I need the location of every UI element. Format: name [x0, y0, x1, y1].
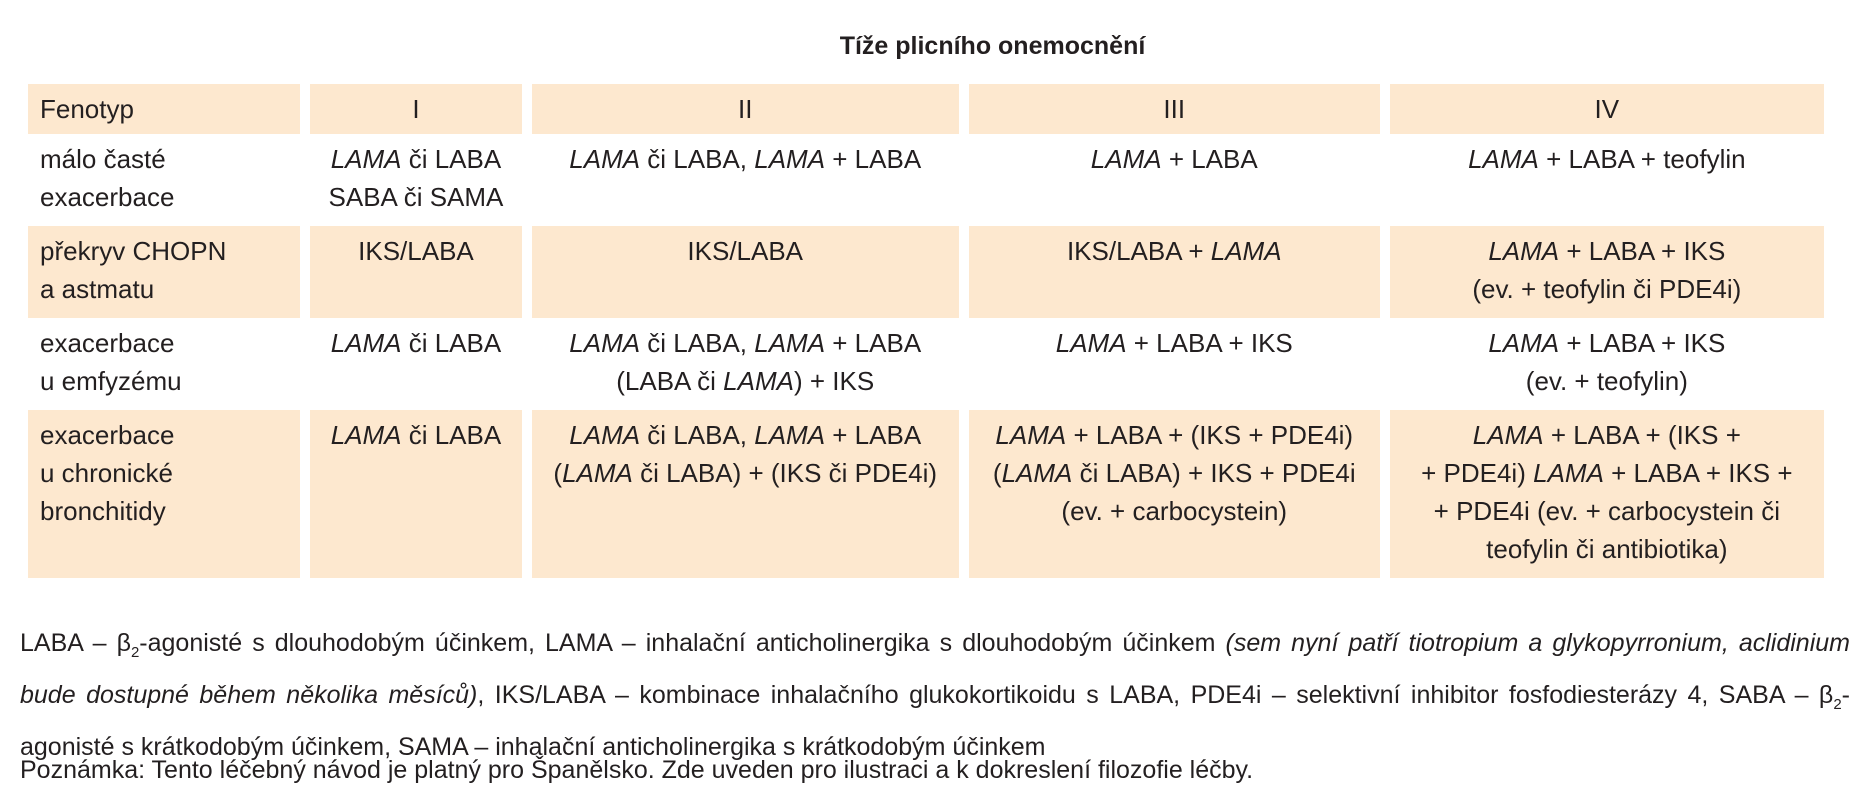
- header-cell-severity-3: III: [969, 84, 1380, 134]
- header-cell-severity-4: IV: [1390, 84, 1824, 134]
- therapy-line: LAMA + LABA + IKS: [1055, 328, 1293, 358]
- table-row: [28, 226, 1824, 318]
- therapy-cell-severity-3: [969, 134, 1380, 226]
- therapy-line: LAMA + LABA: [1090, 144, 1258, 174]
- phenotype-line: překryv CHOPN: [40, 236, 227, 266]
- therapy-line: (ev. + teofylin): [1525, 366, 1688, 396]
- phenotype-line: u emfyzému: [40, 366, 182, 396]
- header-cell-severity-2: II: [532, 84, 959, 134]
- treatment-table: [18, 84, 1834, 578]
- therapy-line: LAMA + LABA + IKS: [1488, 328, 1726, 358]
- table-header-row: [28, 84, 1824, 134]
- therapy-line: (ev. + teofylin či PDE4i): [1472, 274, 1742, 304]
- table-row: [28, 410, 1824, 578]
- phenotype-line: exacerbace: [40, 420, 175, 450]
- therapy-line: SABA či SAMA: [328, 182, 504, 212]
- therapy-cell-severity-1: [310, 318, 521, 410]
- legend-subscript: 2: [130, 644, 140, 661]
- phenotype-cell: [28, 410, 300, 578]
- legend-italic-note: (sem nyní patří tiotropium a glykopyrronium, aclidinium bude dostupné během několika měsíců): [20, 629, 1850, 709]
- therapy-line: LAMA + LABA + (IKS + PDE4i): [995, 420, 1354, 450]
- legend-part: -agonisté s dlouhodobým účinkem, LAMA – inhalační anticholinergika s dlouhodobým účinkem: [139, 629, 1226, 657]
- phenotype-line: a astmatu: [40, 274, 155, 304]
- therapy-line: LAMA či LABA, LAMA + LABA: [569, 144, 922, 174]
- phenotype-line: málo časté: [40, 144, 166, 174]
- phenotype-line: bronchitidy: [40, 496, 166, 526]
- therapy-cell-severity-3: [969, 410, 1380, 578]
- therapy-line: LAMA + LABA + teofylin: [1468, 144, 1746, 174]
- therapy-cell-severity-2: [532, 318, 959, 410]
- therapy-line: (LAMA či LABA) + (IKS či PDE4i): [553, 458, 938, 488]
- therapy-cell-severity-1: [310, 410, 521, 578]
- therapy-cell-severity-4: [1390, 318, 1824, 410]
- therapy-cell-severity-1: [310, 134, 521, 226]
- legend-part: LABA – β: [20, 629, 131, 657]
- phenotype-cell: [28, 226, 300, 318]
- therapy-cell-severity-2: [532, 134, 959, 226]
- header-cell-severity-1: I: [310, 84, 521, 134]
- therapy-line: LAMA či LABA: [330, 420, 502, 450]
- phenotype-cell: [28, 318, 300, 410]
- therapy-cell-severity-3: [969, 318, 1380, 410]
- therapy-cell-severity-4: [1390, 410, 1824, 578]
- legend-part: , IKS/LABA – kombinace inhalačního glukokortikoidu s LABA, PDE4i – selektivní inhibitor fosfodiesterázy 4, SABA – β: [477, 681, 1834, 709]
- therapy-line: IKS/LABA: [687, 236, 804, 266]
- therapy-line: teofylin či antibiotika): [1486, 534, 1728, 564]
- therapy-cell-severity-2: [532, 410, 959, 578]
- therapy-line: LAMA + LABA + (IKS +: [1472, 420, 1741, 450]
- therapy-line: LAMA či LABA, LAMA + LABA: [569, 420, 922, 450]
- phenotype-line: u chronické: [40, 458, 173, 488]
- table-note: Poznámka: Tento léčebný návod je platný pro Španělsko. Zde uveden pro ilustraci a k dokreslení filozofie léčby.: [20, 756, 1254, 784]
- header-cell-phenotype: Fenotyp: [28, 84, 300, 134]
- phenotype-cell: [28, 134, 300, 226]
- table-title: Tíže plicního onemocnění: [839, 32, 1146, 60]
- therapy-line: + PDE4i (ev. + carbocystein či: [1433, 496, 1780, 526]
- table-row: [28, 318, 1824, 410]
- therapy-line: (LABA či LAMA) + IKS: [616, 366, 875, 396]
- therapy-line: (LAMA či LABA) + IKS + PDE4i: [992, 458, 1356, 488]
- therapy-cell-severity-2: [532, 226, 959, 318]
- therapy-cell-severity-1: [310, 226, 521, 318]
- therapy-cell-severity-3: [969, 226, 1380, 318]
- legend-subscript: 2: [1833, 696, 1842, 713]
- therapy-line: LAMA či LABA: [330, 144, 502, 174]
- table-legend: [20, 622, 1850, 768]
- legend-part: -agonisté s krátkodobým účinkem, SAMA – inhalační anticholinergika s krátkodobým účinkem: [20, 681, 1850, 761]
- therapy-line: (ev. + carbocystein): [1061, 496, 1288, 526]
- therapy-line: LAMA + LABA + IKS: [1488, 236, 1726, 266]
- therapy-line: LAMA či LABA, LAMA + LABA: [569, 328, 922, 358]
- phenotype-line: exacerbace: [40, 182, 175, 212]
- therapy-line: LAMA či LABA: [330, 328, 502, 358]
- phenotype-line: exacerbace: [40, 328, 175, 358]
- therapy-line: IKS/LABA + LAMA: [1066, 236, 1282, 266]
- therapy-line: + PDE4i) LAMA + LABA + IKS +: [1421, 458, 1793, 488]
- table-row: [28, 134, 1824, 226]
- therapy-cell-severity-4: [1390, 134, 1824, 226]
- therapy-cell-severity-4: [1390, 226, 1824, 318]
- therapy-line: IKS/LABA: [358, 236, 474, 266]
